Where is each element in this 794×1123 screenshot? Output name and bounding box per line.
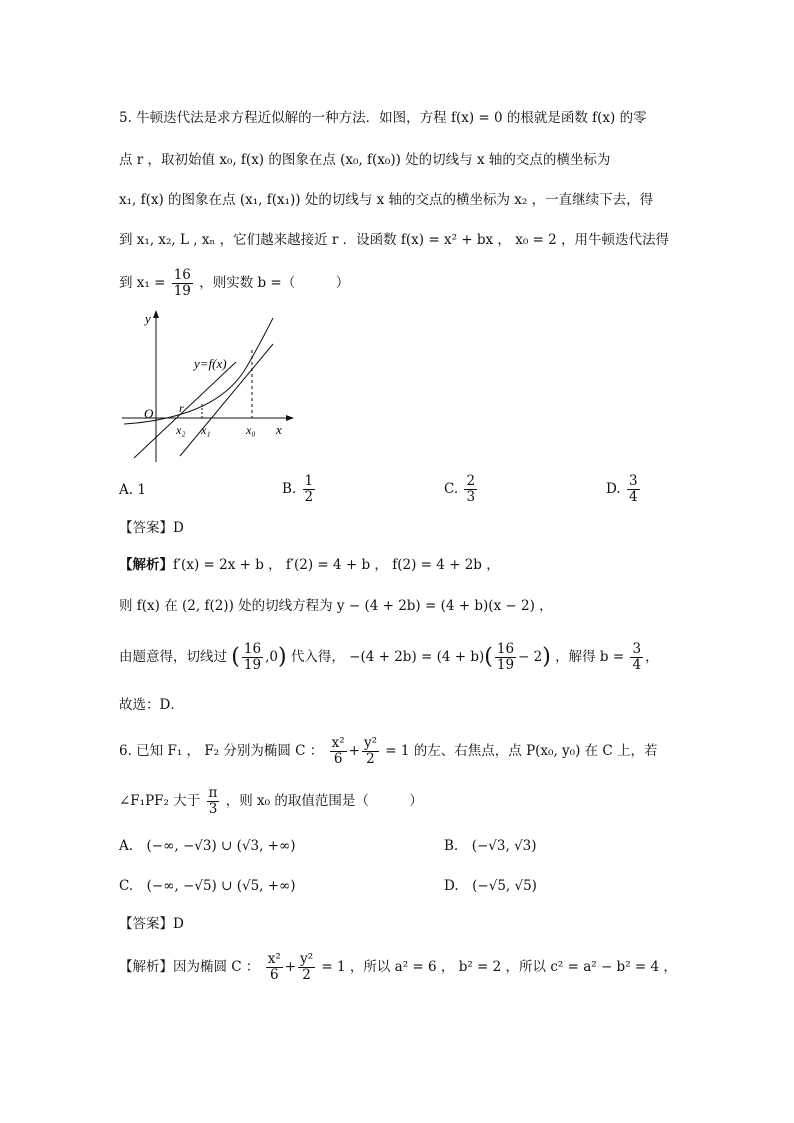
left-paren: ( (231, 644, 240, 670)
q5-option-c-fraction (464, 474, 477, 505)
q5-line-5-post: ，则实数 b =（ ） (199, 275, 350, 291)
q5-option-c[interactable] (444, 472, 479, 506)
q5-analysis-2: 则 f(x) 在 (2, f(2)) 处的切线方程为 y − (4 + 2b) = (4 + b)(x − 2) ， (119, 598, 553, 614)
q6-analysis: 【解析】因为椭圆 C ： $\frac{\text{x²}}{6}$ + $\frac{\text{y²}}{2}$ = 1 ，所以 a² = 6 ， b² = 2 ，所以 c² = a² − b² = 4 ， (119, 951, 677, 983)
q5-line-1: 5. 牛顿迭代法是求方程近似解的一种方法．如图，方程 f(x) = 0 的根就是函数 f(x) 的零 (119, 110, 647, 126)
q6-angle-num: π (208, 785, 218, 801)
q5-analysis-3-mid: 代入得， −(4 + 2b) = (4 + b) (290, 649, 485, 665)
q5-option-d[interactable] (606, 472, 642, 506)
q5-answer: 【答案】D (119, 520, 184, 536)
q6-analysis-y-den: 2 (302, 967, 311, 983)
q6-answer: 【答案】D (119, 916, 184, 932)
q6-x-term-den: 6 (333, 751, 343, 767)
q6-analysis-x-term (266, 952, 283, 983)
q6-analysis-pre: 【解析】因为椭圆 C ： (119, 959, 260, 975)
q5-x1-denominator: 19 (173, 283, 191, 299)
q5-conclusion: 故选：D． (119, 697, 184, 713)
q5-option-d-num: 3 (628, 473, 638, 489)
q5-analysis-1-text: f′(x) = 2x + b ， f′(2) = 4 + b ， f(2) = 4 + 2b ， (173, 557, 500, 573)
q6-x-term (330, 736, 347, 767)
q6-option-b[interactable]: B. (−√3, √3) (444, 838, 537, 854)
origin-label: O (144, 406, 154, 421)
q5-analysis-3-mid2: − 2 (518, 649, 543, 665)
q5-option-a[interactable] (119, 480, 146, 500)
left-paren-2: ( (484, 644, 493, 670)
q5-option-b[interactable] (282, 472, 317, 506)
q6-line-2-post: ，则 x₀ 的取值范围是（ ） (225, 793, 423, 809)
q6-analysis-post: = 1 ，所以 a² = 6 ， b² = 2 ，所以 c² = a² − b² = 4 ， (321, 959, 677, 975)
q5-analysis-point-fraction (242, 642, 263, 673)
q5-analysis-result-den: 4 (632, 657, 642, 673)
q6-option-c[interactable]: C. (−∞, −√5) ∪ (√5, +∞) (119, 878, 296, 894)
right-paren-2: ) (542, 644, 551, 670)
q5-option-a-letter: A. (119, 482, 134, 498)
q5-analysis-1 (119, 555, 679, 575)
q6-y-term-den: 2 (366, 751, 375, 767)
q5-analysis-sub-num: 16 (496, 641, 515, 657)
newton-method-graph (118, 306, 298, 466)
q5-analysis-point-num: 16 (243, 641, 262, 657)
q5-line-5 (119, 266, 679, 300)
x-axis-label: x (276, 422, 282, 437)
q6-line-1-pre: 6. 已知 F₁ ， F₂ 分别为椭圆 C ： (119, 743, 324, 759)
q5-line-3: x₁, f(x) 的图象在点 (x₁, f(x₁)) 处的切线与 x 轴的交点的横坐标为 x₂ ，一直继续下去，得 (119, 192, 654, 208)
q6-analysis-y-term (298, 952, 315, 983)
y-axis-arrow (153, 310, 159, 318)
x2-label: x₂ (176, 423, 186, 437)
q6-line-2 (119, 784, 679, 818)
q5-option-d-den: 4 (628, 489, 638, 505)
q6-angle-den: 3 (208, 801, 218, 817)
q6-angle-fraction (207, 786, 220, 817)
q5-option-d-fraction (627, 474, 640, 505)
q5-line-4: 到 x₁, x₂, L , xₙ ，它们越来越接近 r ．设函数 f(x) = x² + bx ， x₀ = 2 ，用牛顿迭代法得 (119, 232, 670, 248)
q6-option-a[interactable]: A. (−∞, −√3) ∪ (√3, +∞) (119, 838, 296, 854)
q6-option-d[interactable]: D. (−√5, √5) (444, 878, 537, 894)
q5-analysis-point-den: 19 (243, 657, 262, 673)
x1-label: x₁ (201, 423, 211, 437)
q5-analysis-sub-fraction (495, 642, 516, 673)
q5-analysis-result-num: 3 (632, 641, 642, 657)
q6-analysis-y-num: y² (300, 951, 314, 967)
q6-line-1-post: = 1 的左、右焦点，点 P(x₀, y₀) 在 C 上，若 (385, 743, 658, 759)
q5-option-d-letter: D. (606, 481, 621, 497)
q5-analysis-label: 【解析】 (119, 557, 173, 573)
q5-option-b-letter: B. (282, 481, 297, 497)
q5-x1-fraction (172, 268, 193, 299)
q5-option-c-den: 3 (466, 489, 476, 505)
q5-option-b-fraction (303, 474, 316, 505)
q6-analysis-x-den: 6 (269, 967, 279, 983)
q5-option-b-num: 1 (304, 473, 314, 489)
x0-label: x₀ (246, 423, 256, 437)
q5-option-b-den: 2 (304, 489, 314, 505)
q6-y-term-num: y² (363, 735, 377, 751)
q5-x1-numerator: 16 (173, 267, 191, 283)
q5-option-c-letter: C. (444, 481, 459, 497)
q6-y-term (362, 736, 379, 767)
q5-analysis-3: 由题意得，切线过 ( $\frac{16}{19}$ ,0) 代入得， −(4 + 2b) = (4 + b)( $\frac{16}{19}$ − 2) ，解得 b = $\frac{3}{4}$ ， (119, 641, 659, 673)
function-label: y=f(x) (194, 356, 227, 371)
q5-line-2: 点 r ，取初始值 x₀, f(x) 的图象在点 (x₀, f(x₀)) 处的切线与 x 轴的交点的横坐标为 (119, 152, 611, 168)
q5-analysis-3-post: ，解得 b = (555, 649, 625, 665)
q6-line-1: 6. 已知 F₁ ， F₂ 分别为椭圆 C ： $\frac{\text{x²}}{6}$ + $\frac{\text{y²}}{2}$ = 1 的左、右焦点，点 P(x₀, y₀) 在 C 上，若 (119, 735, 658, 767)
x-axis-arrow (286, 415, 294, 421)
root-label: r (179, 401, 184, 415)
q6-line-2-pre: ∠F₁PF₂ 大于 (119, 793, 201, 809)
y-axis-label: y (145, 311, 151, 326)
q5-analysis-result-fraction (630, 642, 643, 673)
q5-analysis-3-pre: 由题意得，切线过 (119, 649, 227, 665)
q5-option-c-num: 2 (466, 473, 476, 489)
q5-line-5-pre: 到 x₁ = (119, 275, 166, 291)
q5-option-a-value: 1 (137, 482, 146, 498)
q6-x-term-num: x² (331, 735, 345, 751)
q5-analysis-sub-den: 19 (496, 657, 515, 673)
q6-analysis-x-num: x² (267, 951, 281, 967)
right-paren: ) (277, 644, 287, 670)
